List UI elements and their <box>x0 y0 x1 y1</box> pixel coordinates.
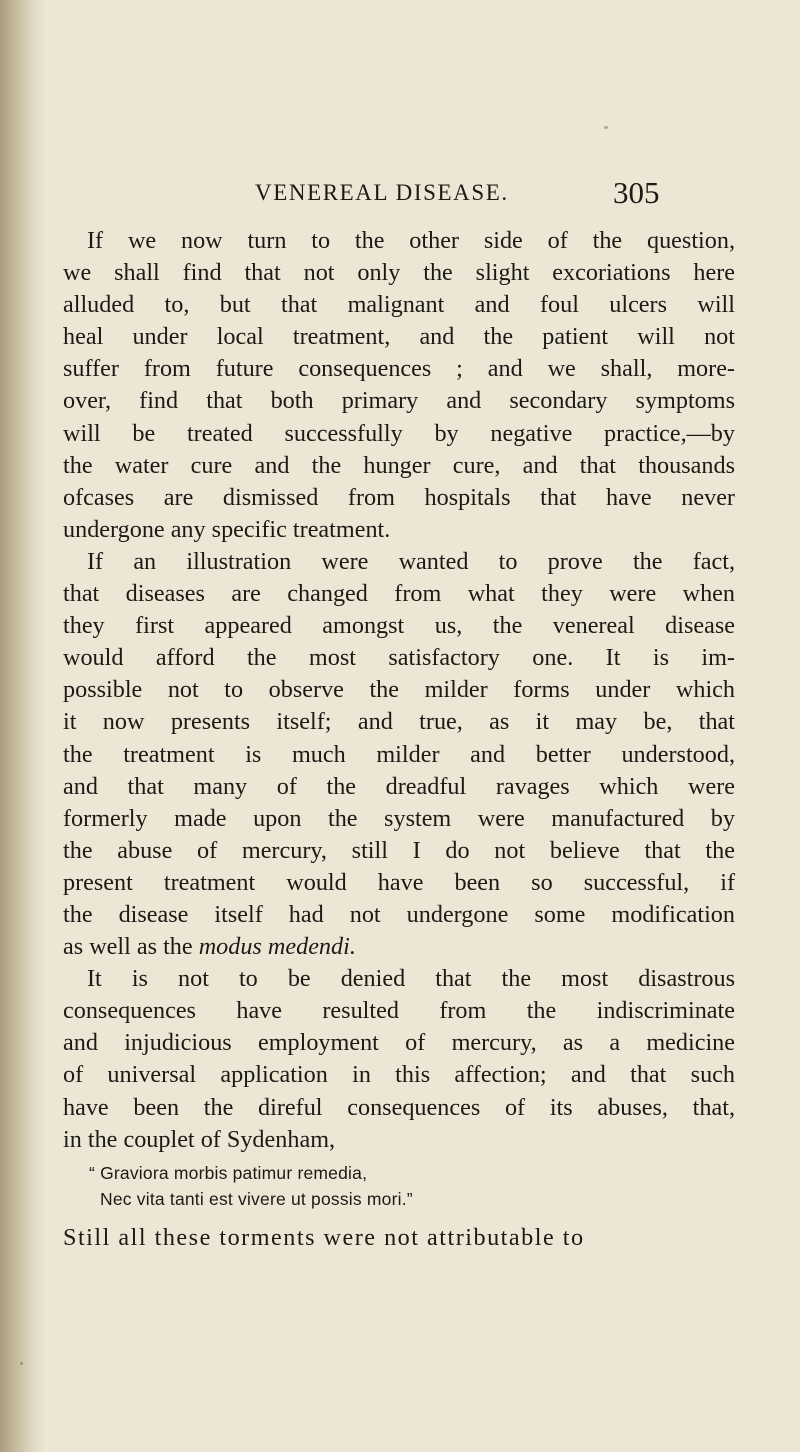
page-number: 305 <box>613 175 660 210</box>
text-line: consequences have resulted from the indiscriminate <box>63 997 735 1025</box>
text-line: it now presents itself; and true, as it may be, that <box>63 708 735 736</box>
text-line: and that many of the dreadful ravages which were <box>63 772 735 800</box>
text-line <box>63 931 735 963</box>
quote-line: “ Graviora morbis patimur remedia, <box>89 1162 368 1183</box>
text-line: the abuse of mercury, still I do not believe that the <box>63 836 735 864</box>
text-line: ofcases are dismissed from hospitals that have never <box>63 483 735 511</box>
paper-speck <box>604 126 608 129</box>
text-line: suffer from future consequences ; and we shall, more- <box>63 355 735 383</box>
closing-line: Still all these torments were not attributable to <box>63 1223 585 1251</box>
text-line: If an illustration were wanted to prove the fact, <box>87 547 735 575</box>
text-line: If we now turn to the other side of the question, <box>87 227 735 254</box>
body-text <box>63 225 735 1254</box>
page-header <box>0 176 800 216</box>
text-run: as well as the <box>63 933 193 961</box>
text-line: the treatment is much milder and better understood, <box>63 740 735 768</box>
text-line: would afford the most satisfactory one. It is im- <box>63 644 735 672</box>
paragraph-1 <box>63 225 735 546</box>
text-line: in the couplet of Sydenham, <box>63 1125 336 1153</box>
text-line: undergone any specific treatment. <box>63 515 391 543</box>
text-line: alluded to, but that malignant and foul ulcers will <box>63 291 735 319</box>
text-line: heal under local treatment, and the patient will not <box>63 323 735 351</box>
text-line: formerly made upon the system were manufactured by <box>63 804 735 832</box>
text-line: over, find that both primary and secondary symptoms <box>63 387 735 415</box>
text-line: the disease itself had not undergone some modification <box>63 900 735 928</box>
text-line: the water cure and the hunger cure, and that thousands <box>63 451 735 479</box>
text-line: will be treated successfully by negative practice,—by <box>63 419 735 447</box>
paragraph-3 <box>63 963 735 1156</box>
paper-speck <box>20 1362 23 1365</box>
text-line: we shall find that not only the slight excoriations here <box>63 259 735 287</box>
running-head: VENEREAL DISEASE. <box>255 180 509 205</box>
text-line: they first appeared amongst us, the venereal disease <box>63 612 735 640</box>
italic-phrase: modus medendi. <box>198 933 356 961</box>
paragraph-2 <box>63 546 735 963</box>
text-line: possible not to observe the milder forms under which <box>63 676 735 704</box>
text-line: have been the direful consequences of its abuses, that, <box>63 1093 735 1121</box>
text-line: of universal application in this affection; and that such <box>63 1061 735 1089</box>
text-line: and injudicious employment of mercury, as a medicine <box>63 1029 735 1057</box>
text-line: present treatment would have been so successful, if <box>63 868 735 896</box>
page-edge-shadow <box>0 0 46 1452</box>
quote-line: Nec vita tanti est vivere ut possis mori.” <box>100 1188 413 1209</box>
block-quote <box>63 1160 735 1212</box>
text-line: that diseases are changed from what they were when <box>63 580 735 608</box>
text-line: It is not to be denied that the most disastrous <box>87 965 735 993</box>
